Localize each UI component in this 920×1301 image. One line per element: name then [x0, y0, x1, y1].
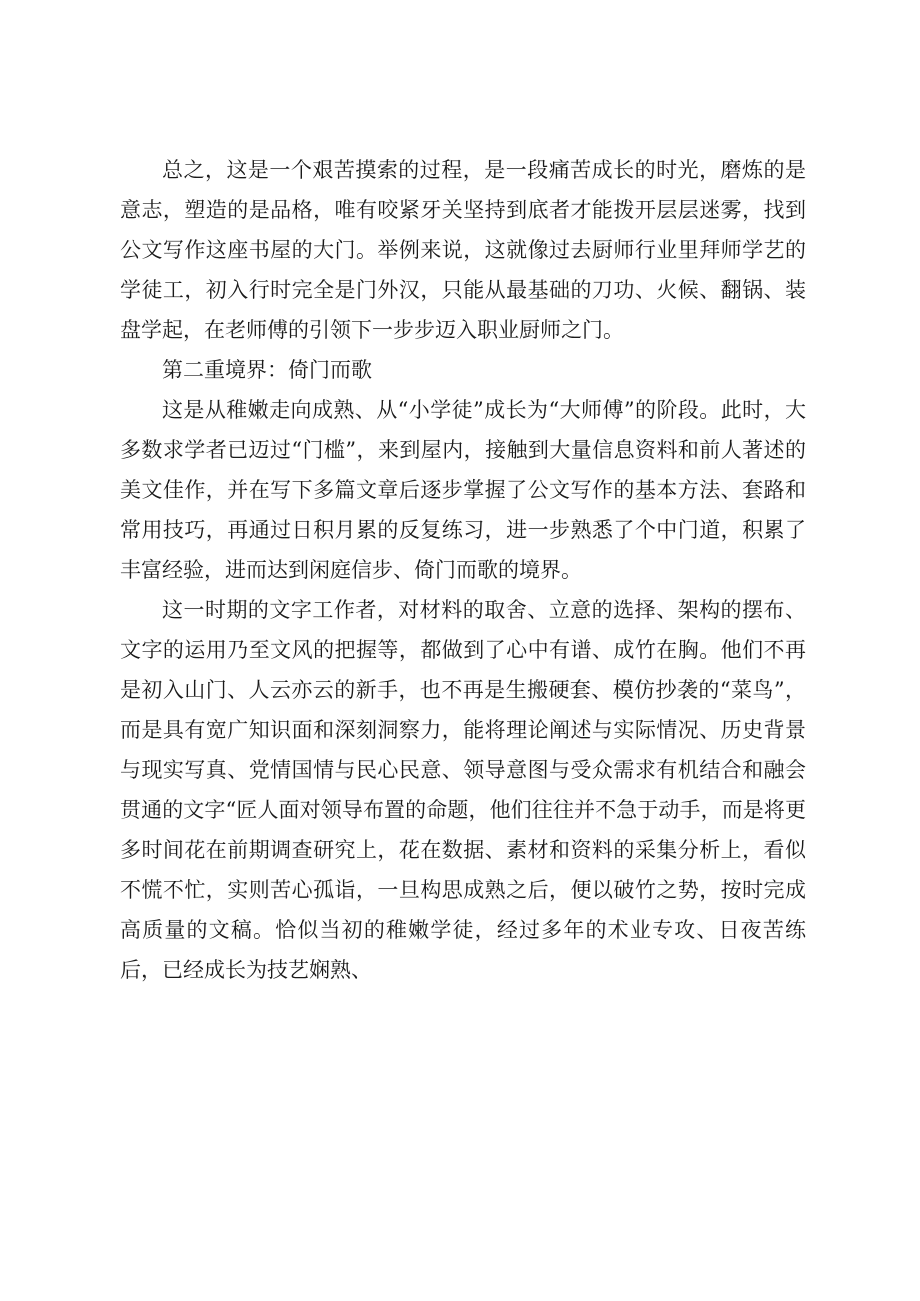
- paragraph-stage-description: 这是从稚嫩走向成熟、从“小学徒”成长为“大师傅”的阶段。此时，大多数求学者已迈过“门槛”，来到屋内，接触到大量信息资料和前人著述的美文佳作，并在写下多篇文章后逐步掌握了公文写作的基本方法、套路和常用技巧，再通过日积月累的反复练习，进一步熟悉了个中门道，积累了丰富经验，进而达到闲庭信步、倚门而歌的境界。: [120, 398, 806, 582]
- paragraph-summary: 总之，这是一个艰苦摸索的过程，是一段痛苦成长的时光，磨炼的是意志，塑造的是品格，唯有咬紧牙关坚持到底者才能拨开层层迷雾，找到公文写作这座书屋的大门。举例来说，这就像过去厨师行业里拜师学艺的学徒工，初入行时完全是门外汉，只能从最基础的刀功、火候、翻锅、装盘学起，在老师傅的引领下一步步迈入职业厨师之门。: [120, 158, 806, 342]
- document-page: [120, 150, 806, 990]
- section-heading: 第二重境界：倚门而歌: [162, 358, 372, 382]
- paragraph-writer-period: 这一时期的文字工作者，对材料的取舍、立意的选择、架构的摆布、文字的运用乃至文风的把握等，都做到了心中有谱、成竹在胸。他们不再是初入山门、人云亦云的新手，也不再是生搬硬套、模仿抄袭的“菜鸟”，而是具有宽广知识面和深刻洞察力，能将理论阐述与实际情况、历史背景与现实写真、党情国情与民心民意、领导意图与受众需求有机结合和融会贯通的文字“匠人面对领导布置的命题，他们往往并不急于动手，而是将更多时间花在前期调查研究上，花在数据、素材和资料的采集分析上，看似不慌不忙，实则苦心孤诣，一旦构思成熟之后，便以破竹之势，按时完成高质量的文稿。恰似当初的稚嫩学徒，经过多年的术业专攻、日夜苦练后，已经成长为技艺娴熟、: [120, 598, 806, 982]
